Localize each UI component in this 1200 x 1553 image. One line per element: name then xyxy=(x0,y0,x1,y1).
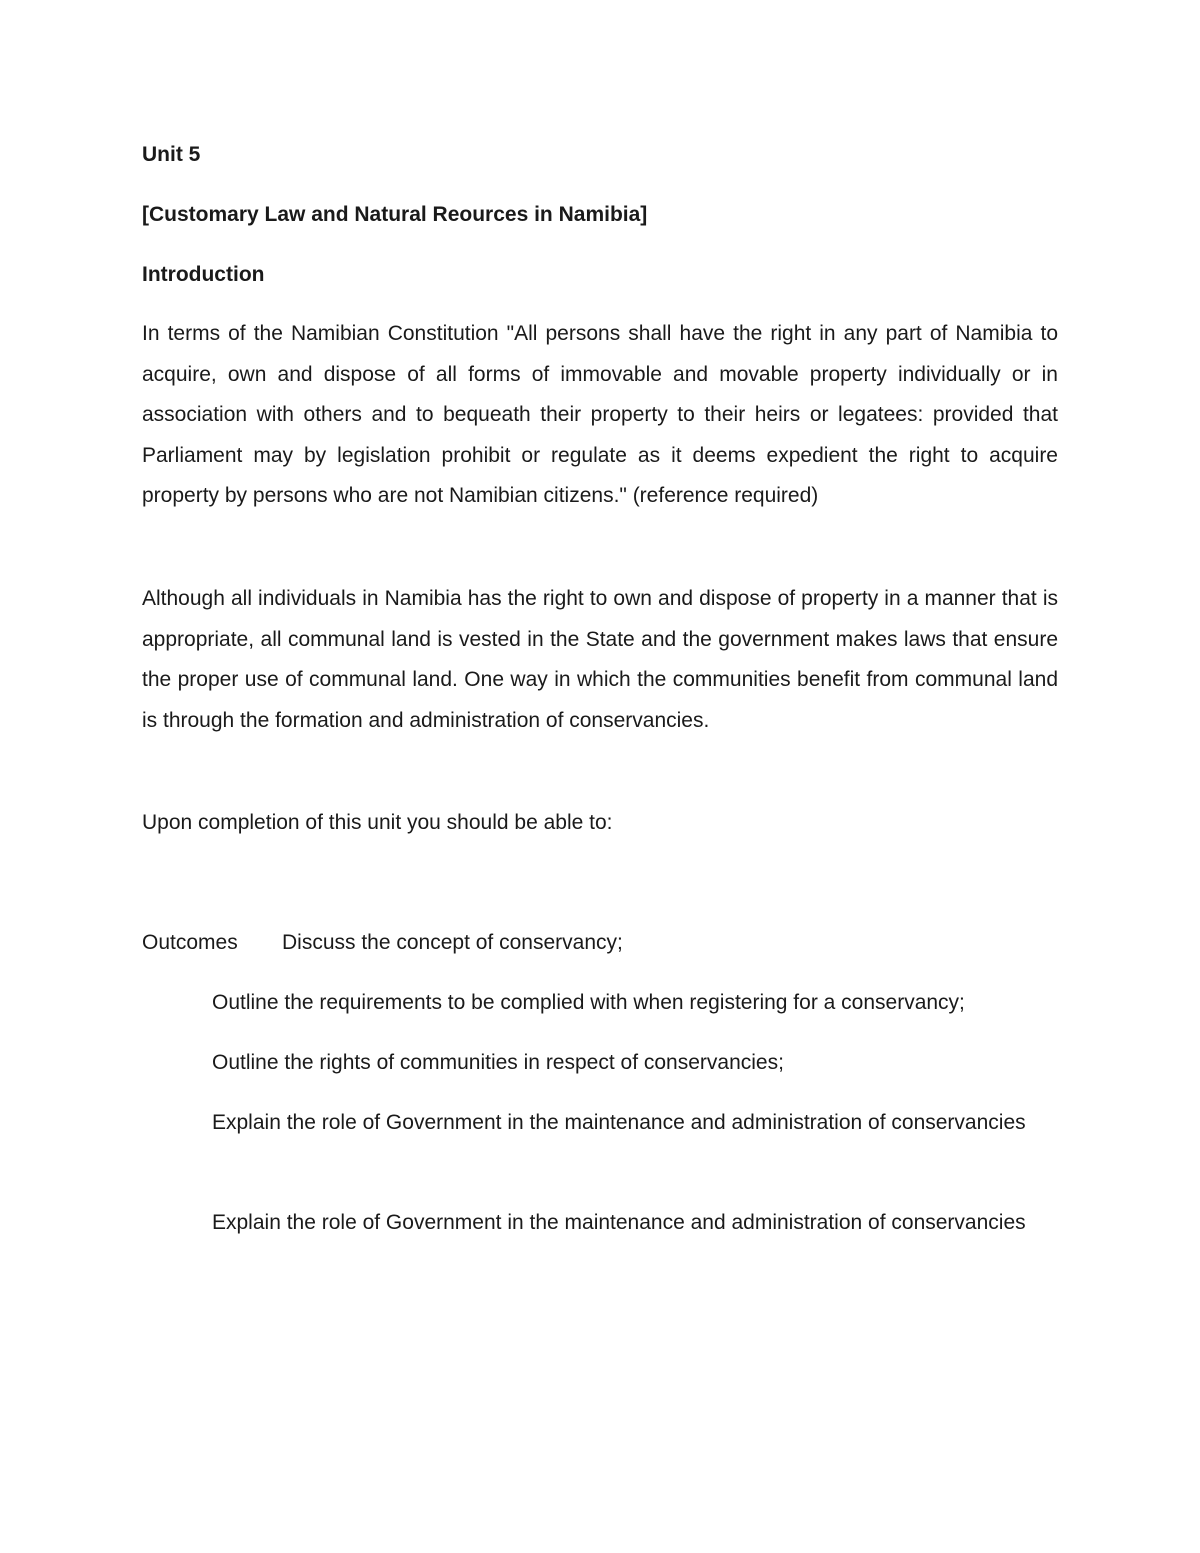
outcome-item: Outline the requirements to be complied with when registering for a conservancy; xyxy=(212,991,965,1014)
outcome-item: Outline the rights of communities in respect of conservancies; xyxy=(212,1051,784,1074)
outcome-item: Explain the role of Government in the maintenance and administration of conservancies xyxy=(212,1211,1026,1234)
outcome-item: Explain the role of Government in the maintenance and administration of conservancies xyxy=(212,1111,1026,1134)
paragraph-communal-land: Although all individuals in Namibia has the right to own and dispose of property in a manner that is appropriate, all communal land is vested in the State and the government makes laws that ensure the proper use of communal land. One way in which the communities benefit from communal land is through the formation and administration of conservancies. xyxy=(142,587,1058,732)
paragraph-constitution-quote: In terms of the Namibian Constitution "All persons shall have the right in any part of Namibia to acquire, own and dispose of all forms of immovable and movable property individually or in association with others and to bequeath their property to their heirs or legatees: provided that Parliament may by legislation prohibit or regulate as it deems expedient the right to acquire property by persons who are not Namibian citizens." (reference required) xyxy=(142,322,1058,508)
unit-heading: Unit 5 xyxy=(142,143,201,166)
outcomes-label: Outcomes xyxy=(142,931,238,954)
outcome-item: Discuss the concept of conservancy; xyxy=(282,931,623,954)
paragraph-completion-intro: Upon completion of this unit you should be able to: xyxy=(142,811,613,834)
introduction-heading: Introduction xyxy=(142,263,265,286)
unit-title: [Customary Law and Natural Reources in Namibia] xyxy=(142,203,648,226)
